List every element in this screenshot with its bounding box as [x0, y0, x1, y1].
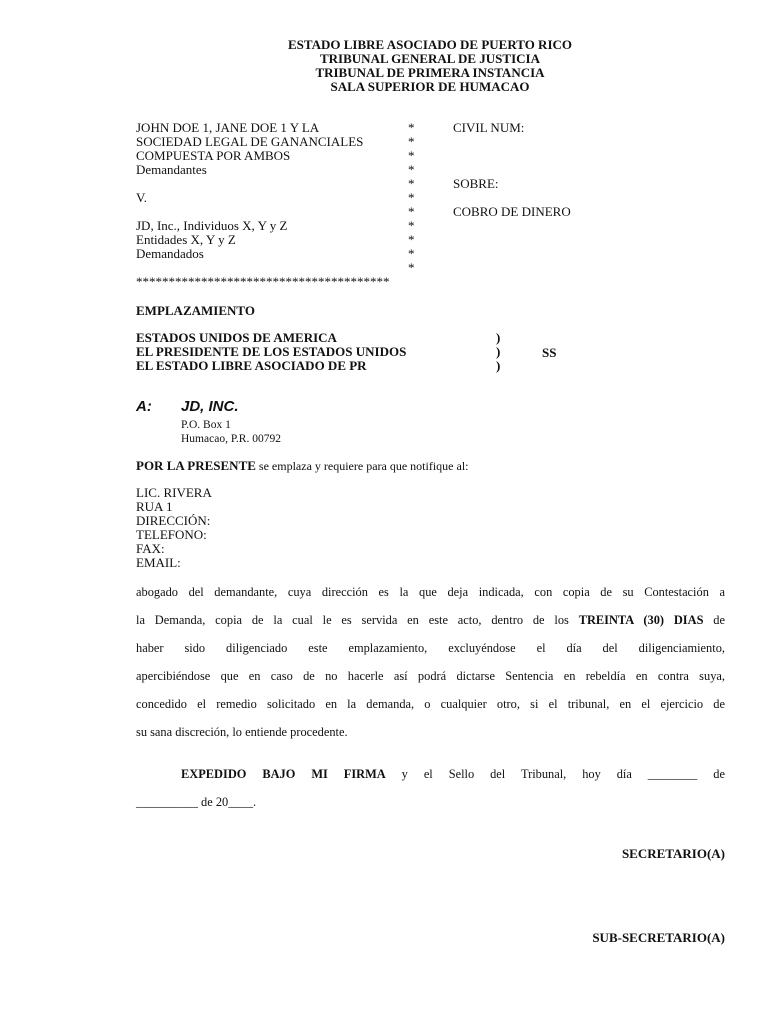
attorney-line: TELEFONO:	[136, 527, 207, 542]
caption-star: *	[408, 190, 415, 205]
summons-intro-text: se emplaza y requiere para que notifique al:	[255, 459, 469, 473]
attorney-block	[136, 486, 212, 570]
body-text: la Demanda, copia de la cual le es servida en este acto, dentro de los	[136, 613, 579, 627]
header-line-1: ESTADO LIBRE ASOCIADO DE PUERTO RICO	[287, 37, 573, 52]
caption-line: Demandados	[136, 246, 204, 261]
caption-star: *	[408, 260, 415, 275]
caption-line	[136, 261, 390, 275]
caption-star: *	[408, 204, 415, 219]
caption-line: Entidades X, Y y Z	[136, 232, 236, 247]
attorney-line: RUA 1	[136, 499, 173, 514]
case-caption-parties	[136, 121, 390, 289]
authority-parens	[496, 331, 500, 373]
caption-line	[136, 205, 390, 219]
expedido-date-line: __________ de 20____.	[136, 795, 257, 809]
attorney-line: DIRECCIÓN:	[136, 513, 211, 528]
caption-star-column	[408, 121, 415, 275]
caption-separator: ***************************************	[136, 274, 390, 289]
expedido-line	[181, 760, 725, 788]
authority-line: ESTADOS UNIDOS DE AMERICA	[136, 330, 337, 345]
sobre-label: SOBRE:	[453, 176, 499, 191]
caption-line: COMPUESTA POR AMBOS	[136, 148, 291, 163]
authority-statement	[136, 331, 406, 373]
address-line: Humacao, P.R. 00792	[181, 433, 281, 445]
body-line: su sana discreción, lo entiende procedente.	[136, 725, 348, 739]
attorney-line: FAX:	[136, 541, 165, 556]
ss-mark: SS	[542, 345, 557, 360]
header-line-2: TRIBUNAL GENERAL DE JUSTICIA	[320, 51, 540, 66]
authority-line: EL ESTADO LIBRE ASOCIADO DE PR	[136, 358, 367, 373]
summons-intro	[136, 458, 469, 474]
secretario-signature: SECRETARIO(A)	[621, 846, 725, 861]
body-line: haber sido diligenciado este emplazamiento, excluyéndose el día del diligenciamiento,	[136, 641, 725, 655]
header-line-3: TRIBUNAL DE PRIMERA INSTANCIA	[315, 65, 545, 80]
paren: )	[496, 344, 501, 359]
caption-line: Demandantes	[136, 162, 207, 177]
attorney-line: EMAIL:	[136, 555, 181, 570]
caption-line: SOCIEDAD LEGAL DE GANANCIALES	[136, 134, 364, 149]
civil-num-label: CIVIL NUM:	[453, 120, 525, 135]
paren: )	[496, 358, 501, 373]
paren: )	[496, 330, 501, 345]
attorney-line: LIC. RIVERA	[136, 485, 212, 500]
caption-star: *	[408, 218, 415, 233]
caption-star: *	[408, 120, 415, 135]
document-title: EMPLAZAMIENTO	[136, 303, 255, 318]
caption-line	[136, 177, 390, 191]
caption-star: *	[408, 176, 415, 191]
court-header	[0, 38, 770, 94]
caption-line: JOHN DOE 1, JANE DOE 1 Y LA	[136, 120, 320, 135]
body-line: concedido el remedio solicitado en la demanda, o cualquier otro, si el tribunal, en el ejercicio de	[136, 697, 725, 711]
recipient-label: A:	[136, 398, 152, 415]
caption-star: *	[408, 134, 415, 149]
recipient-address	[181, 418, 281, 446]
header-line-4: SALA SUPERIOR DE HUMACAO	[330, 79, 530, 94]
summons-intro-bold: POR LA PRESENTE	[136, 458, 256, 473]
caption-star: *	[408, 162, 415, 177]
summons-body	[136, 578, 725, 746]
caption-star: *	[408, 246, 415, 261]
body-line: apercibiéndose que en caso de no hacerle así podrá dictarse Sentencia en rebeldía en contra suya,	[136, 669, 725, 683]
body-line	[136, 606, 725, 634]
recipient-name: JD, INC.	[181, 398, 239, 415]
case-caption-info	[453, 121, 571, 219]
body-line: abogado del demandante, cuya dirección es la que deja indicada, con copia de su Contestación a	[136, 585, 725, 599]
body-text: de	[703, 613, 725, 627]
caption-star: *	[408, 148, 415, 163]
caption-line: JD, Inc., Individuos X, Y y Z	[136, 218, 288, 233]
address-line: P.O. Box 1	[181, 419, 231, 431]
authority-line: EL PRESIDENTE DE LOS ESTADOS UNIDOS	[136, 344, 407, 359]
expedido-bold: EXPEDIDO BAJO MI FIRMA	[181, 767, 386, 781]
caption-star: *	[408, 232, 415, 247]
caption-line: V.	[136, 190, 147, 205]
deadline-bold: TREINTA (30) DIAS	[578, 613, 704, 627]
subsecretario-signature: SUB-SECRETARIO(A)	[592, 930, 725, 945]
expedido-text: y el Sello del Tribunal, hoy día ________ de	[385, 767, 725, 781]
cobro-label: COBRO DE DINERO	[453, 204, 571, 219]
